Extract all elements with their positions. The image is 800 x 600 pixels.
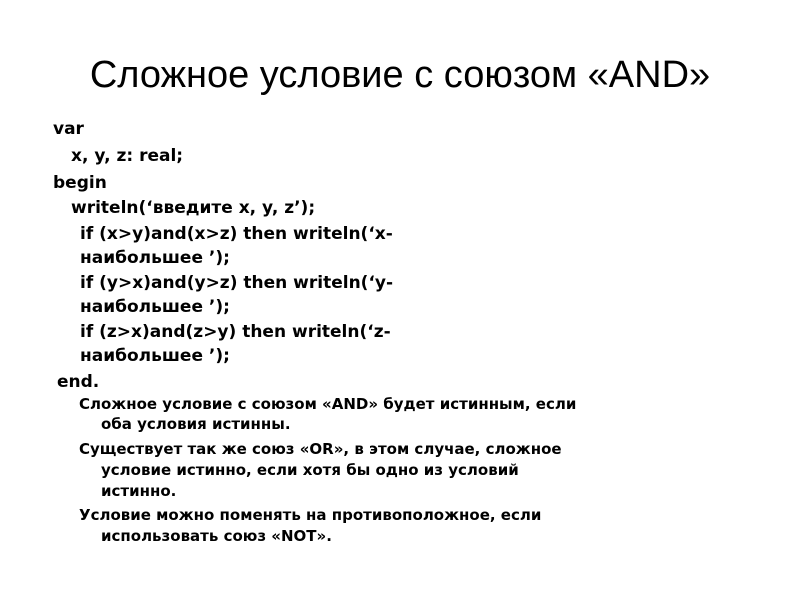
code-if-z-line-1: if (z>x)and(z>y) then writeln(‘z- xyxy=(80,322,391,342)
note-and-line-1: Сложное условие с союзом «AND» будет истинным, если xyxy=(79,395,577,413)
note-not-line-1: Условие можно поменять на противоположное, если xyxy=(79,506,542,524)
slide-title: Сложное условие с союзом «AND» xyxy=(89,54,711,96)
code-if-y-line-1: if (y>x)and(y>z) then writeln(‘y- xyxy=(80,273,394,293)
code-end-keyword: end. xyxy=(57,372,100,392)
code-if-z-line-2: наибольшее ’); xyxy=(80,346,230,366)
note-or-line-3: истинно. xyxy=(101,482,177,500)
note-not-line-2: использовать союз «NOT». xyxy=(101,527,332,545)
code-if-y-line-2: наибольшее ’); xyxy=(80,297,230,317)
note-or-line-2: условие истинно, если хотя бы одно из условий xyxy=(101,461,519,479)
code-writeln-prompt: writeln(‘введите x, y, z’); xyxy=(71,198,316,218)
code-var-keyword: var xyxy=(53,119,84,139)
code-if-x-line-2: наибольшее ’); xyxy=(80,248,230,268)
code-var-declaration: x, y, z: real; xyxy=(71,146,184,166)
code-if-x-line-1: if (x>y)and(x>z) then writeln(‘x- xyxy=(80,224,393,244)
note-or-line-1: Существует так же союз «OR», в этом случае, сложное xyxy=(79,440,562,458)
code-begin-keyword: begin xyxy=(53,173,107,193)
note-and-line-2: оба условия истинны. xyxy=(101,415,291,433)
